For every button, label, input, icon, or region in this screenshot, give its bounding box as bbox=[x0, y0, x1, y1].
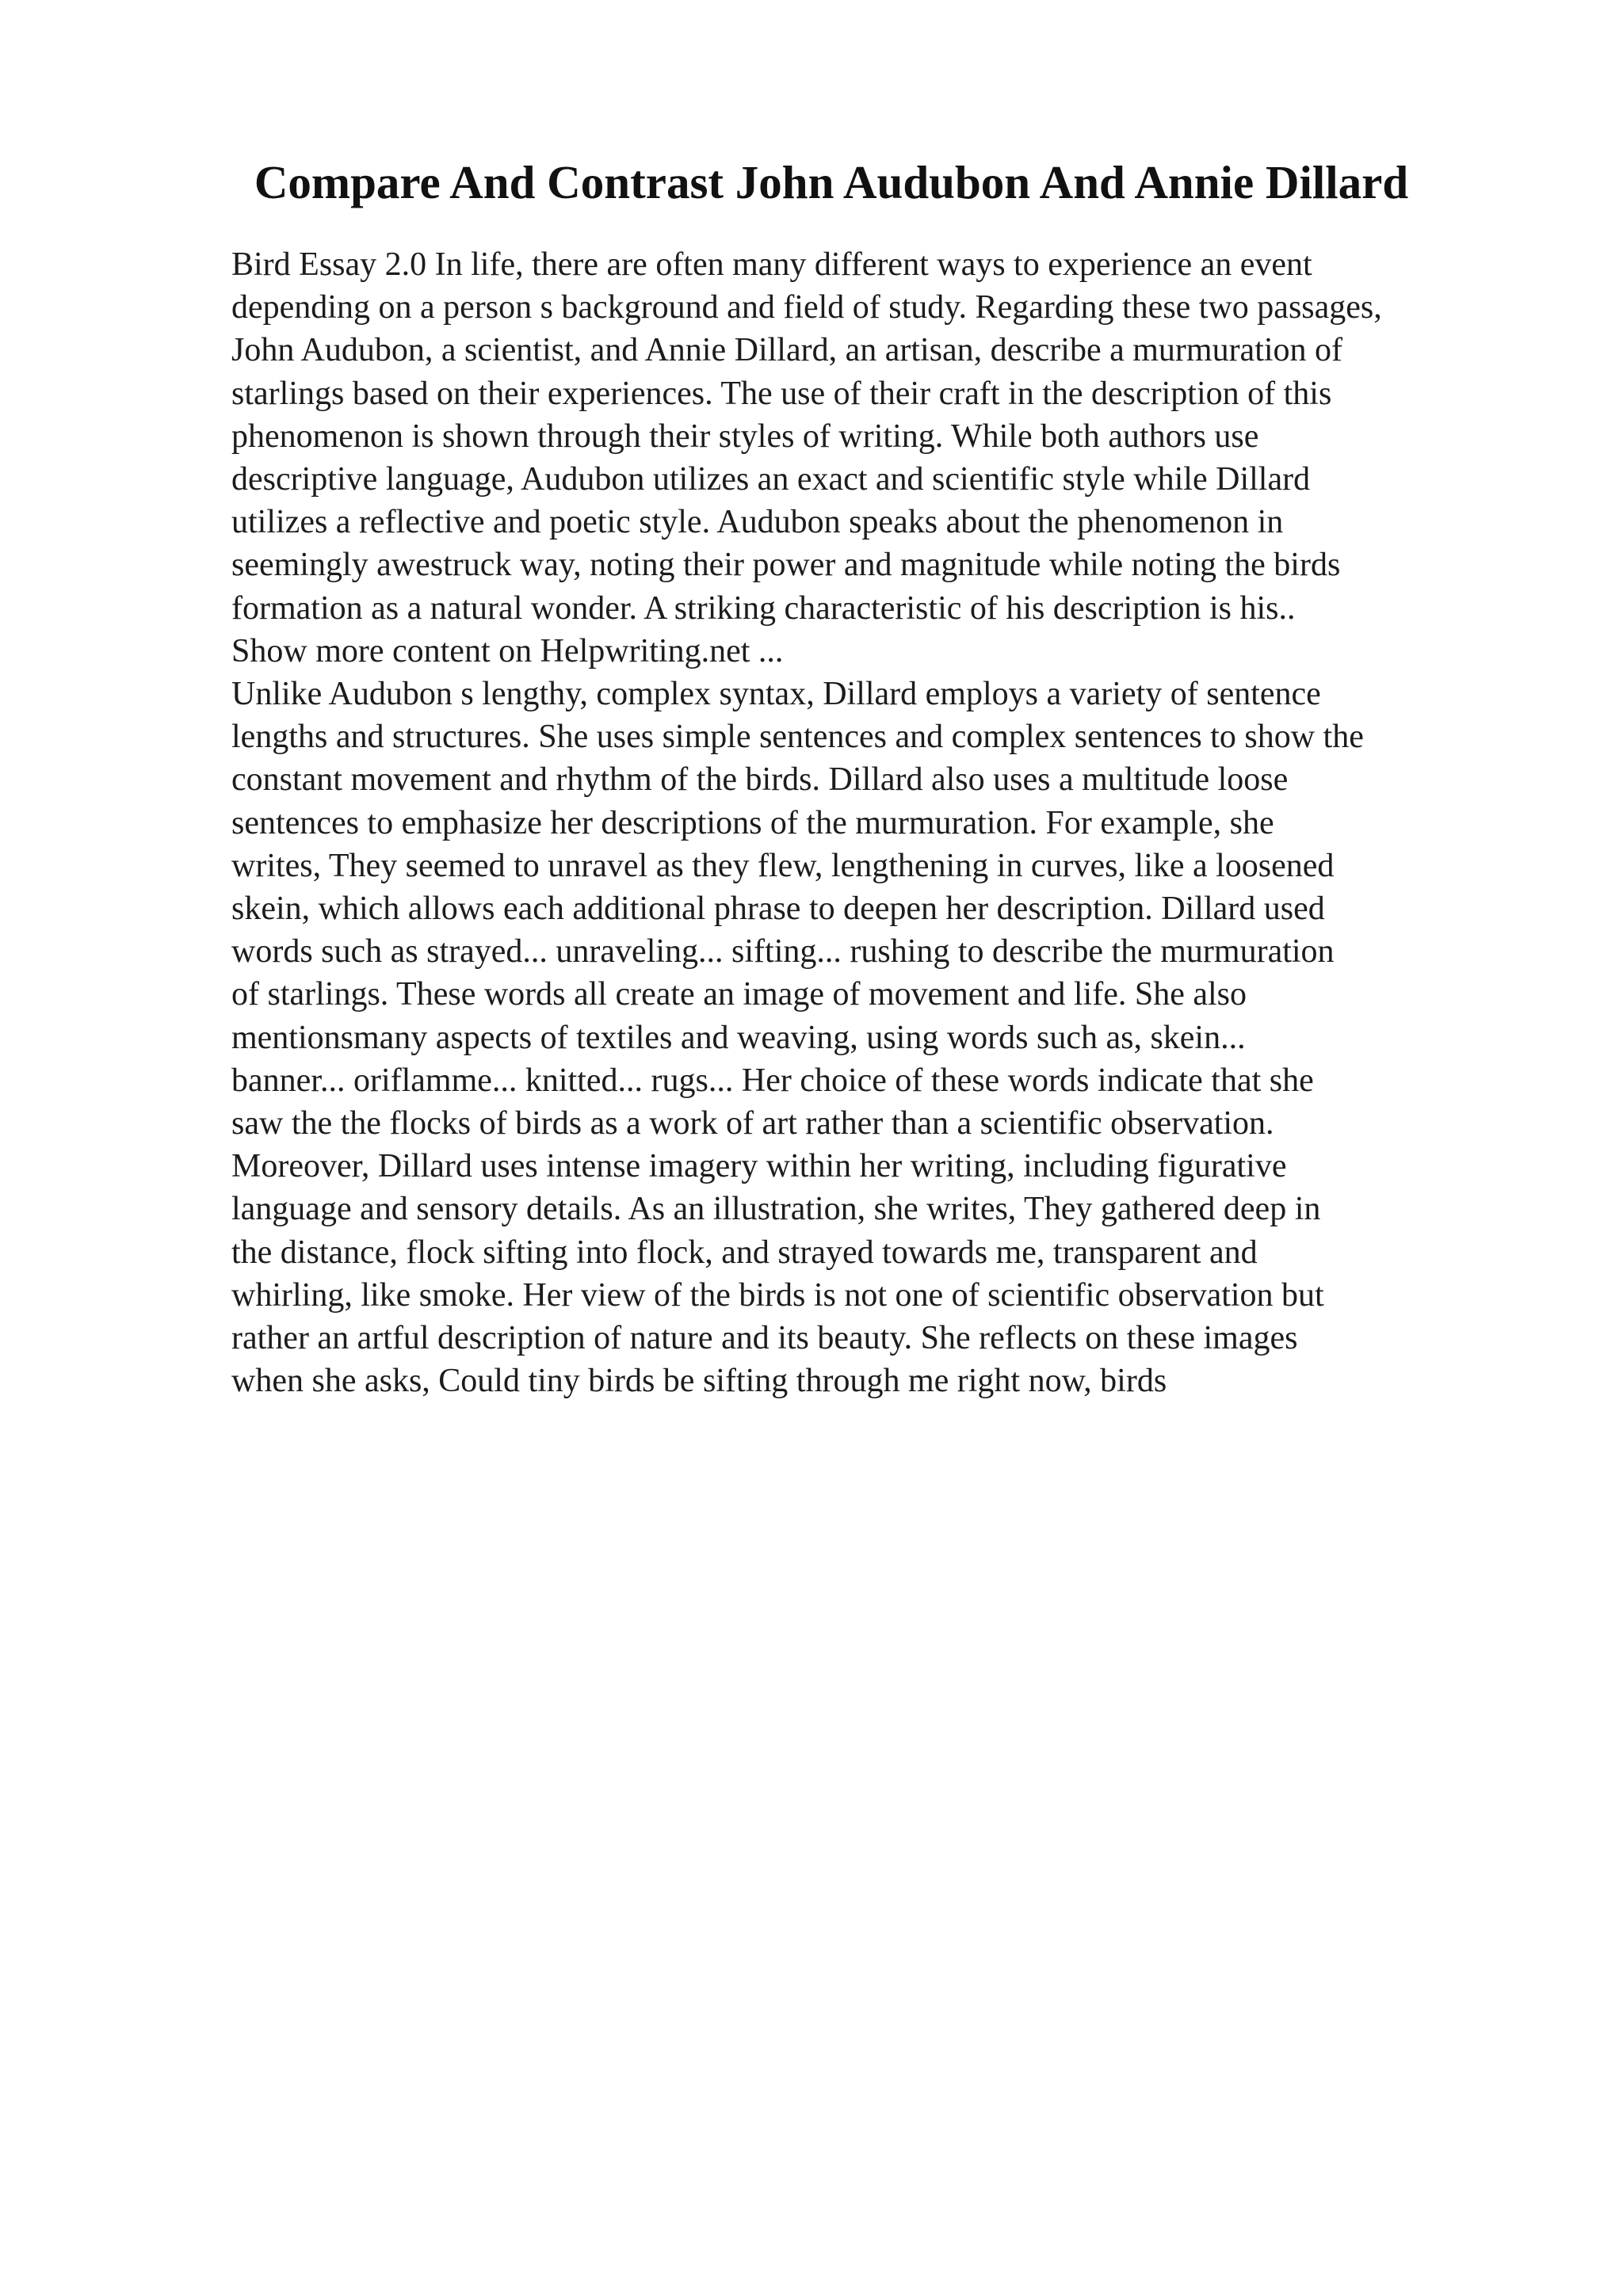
body-line: utilizes a reflective and poetic style. Audubon speaks about the phenomenon in bbox=[231, 504, 1284, 541]
body-line: descriptive language, Audubon utilizes an exact and scientific style while Dillard bbox=[231, 461, 1311, 498]
show-more-line: Show more content on Helpwriting.net ... bbox=[231, 632, 784, 669]
body-line: seemingly awestruck way, noting their power and magnitude while noting the birds bbox=[231, 547, 1341, 584]
body-line: skein, which allows each additional phrase to deepen her description. Dillard used bbox=[231, 891, 1325, 928]
body-line: starlings based on their experiences. The use of their craft in the description of this bbox=[231, 375, 1332, 412]
body-line: Bird Essay 2.0 In life, there are often many different ways to experience an event bbox=[231, 246, 1312, 283]
body-line: language and sensory details. As an illustration, she writes, They gathered deep in bbox=[231, 1191, 1321, 1228]
body-line: depending on a person s background and field of study. Regarding these two passages, bbox=[231, 289, 1382, 326]
body-line: saw the the flocks of birds as a work of art rather than a scientific observation. bbox=[231, 1105, 1274, 1142]
body-line: words such as strayed... unraveling... sifting... rushing to describe the murmuration bbox=[231, 933, 1335, 971]
body-line: John Audubon, a scientist, and Annie Dillard, an artisan, describe a murmuration of bbox=[231, 332, 1343, 369]
body-line: whirling, like smoke. Her view of the birds is not one of scientific observation but bbox=[231, 1276, 1324, 1314]
body-line: Moreover, Dillard uses intense imagery within her writing, including figurative bbox=[231, 1148, 1287, 1185]
body-line: Unlike Audubon s lengthy, complex syntax, Dillard employs a variety of sentence bbox=[231, 676, 1321, 713]
body-line: when she asks, Could tiny birds be sifting through me right now, birds bbox=[231, 1363, 1167, 1400]
essay-body bbox=[231, 243, 1594, 1402]
body-line: writes, They seemed to unravel as they flew, lengthening in curves, like a loosened bbox=[231, 847, 1335, 884]
body-line: banner... oriflamme... knitted... rugs... Her choice of these words indicate that she bbox=[231, 1062, 1314, 1099]
body-line: mentionsmany aspects of textiles and weaving, using words such as, skein... bbox=[231, 1019, 1246, 1056]
body-line: the distance, flock sifting into flock, and strayed towards me, transparent and bbox=[231, 1234, 1258, 1271]
page-title: Compare And Contrast John Audubon And Annie Dillard bbox=[254, 156, 1409, 208]
body-line: phenomenon is shown through their styles of writing. While both authors use bbox=[231, 418, 1259, 455]
body-line: of starlings. These words all create an image of movement and life. She also bbox=[231, 976, 1247, 1013]
body-line: formation as a natural wonder. A striking characteristic of his description is his.. bbox=[231, 589, 1296, 627]
body-line: rather an artful description of nature and its beauty. She reflects on these images bbox=[231, 1320, 1298, 1357]
body-line: constant movement and rhythm of the birds. Dillard also uses a multitude loose bbox=[231, 761, 1289, 799]
body-line: sentences to emphasize her descriptions of the murmuration. For example, she bbox=[231, 804, 1274, 841]
body-line: lengths and structures. She uses simple sentences and complex sentences to show the bbox=[231, 719, 1364, 756]
